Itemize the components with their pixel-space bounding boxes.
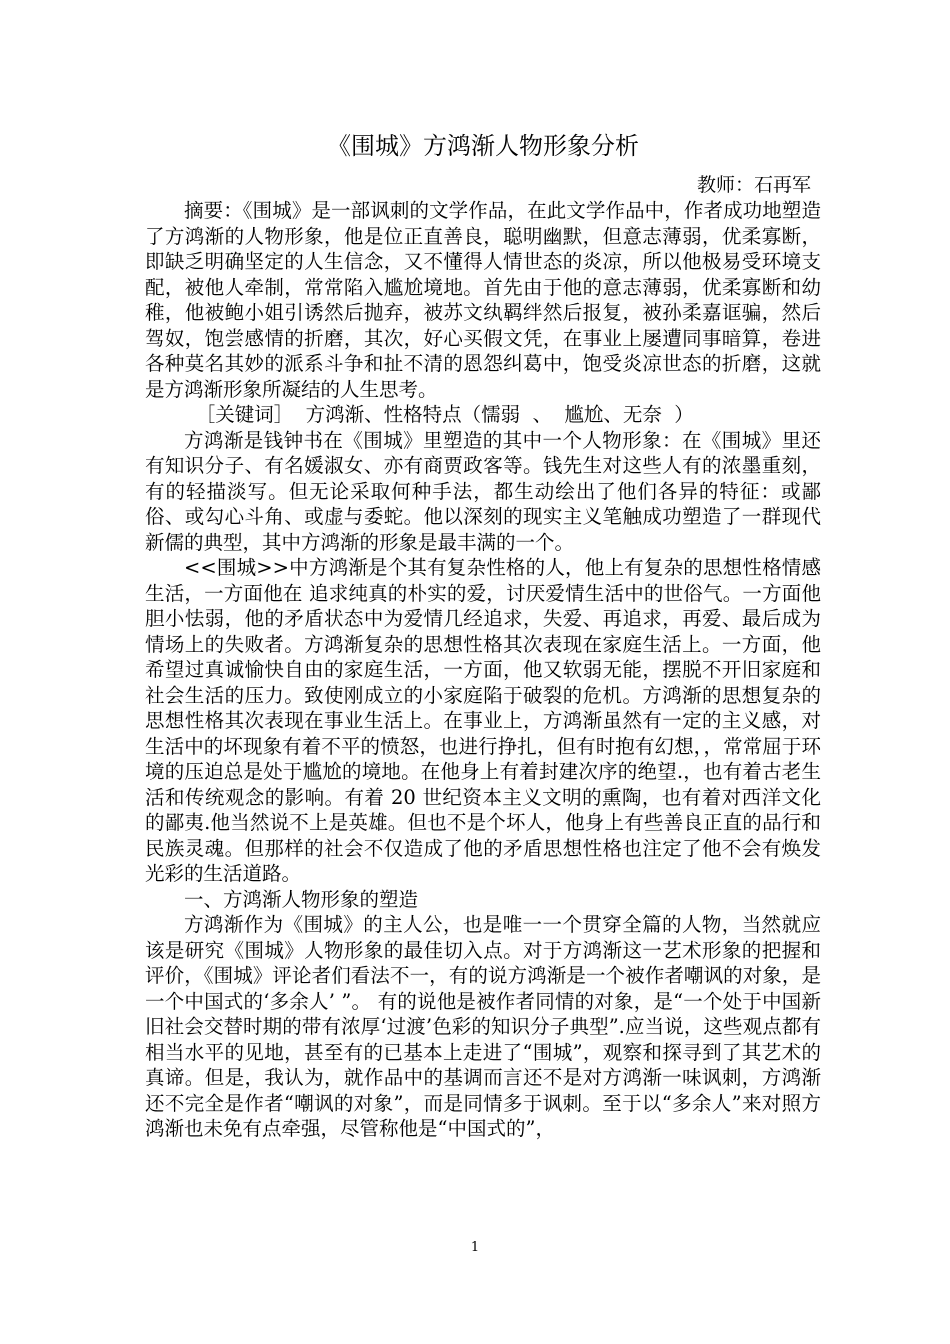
- body-paragraph-2: <<围城>>中方鸿渐是个其有复杂性格的人，他上有复杂的思想性格情感生活，一方面他在 追求纯真的朴实的爱，讨厌爱情生活中的世俗气。一方面他胆小怯弱，他的矛盾状态中为爱情几经追求，失爱、再追求，再爱、最后成为情场上的失败者。方鸿渐复杂的思想性格其次表现在家庭生活上。一方面，他希望过真诚愉快自由的家庭生活，一方面，他又软弱无能，摆脱不开旧家庭和社会生活的压力。致使刚成立的小家庭陷于破裂的危机。方鸿渐的思想复杂的思想性格其次表现在事业生活上。在事业上，方鸿渐虽然有一定的主义感，对生活中的坏现象有着不平的愤怒，也进行挣扎，但有时抱有幻想，，常常屈于环境的压迫总是处于尴尬的境地。在他身上有着封建次序的绝望.，也有着古老生活和传统观念的影响。有着 20 世纪资本主义文明的熏陶，也有着对西洋文化的鄙夷.他当然说不上是英雄。但也不是个坏人，他身上有些善良正直的品行和民族灵魂。但那样的社会不仅造成了他的矛盾思想性格也注定了他不会有焕发光彩的生活道路。: [145, 556, 821, 885]
- document-body: [145, 128, 821, 1142]
- section-heading: 一、方鸿渐人物形象的塑造: [184, 887, 419, 911]
- page-number: 1: [470, 1240, 480, 1255]
- document-title: 《围城》方鸿渐人物形象分析: [327, 132, 639, 160]
- body-paragraph-1: 方鸿渐是钱钟书在《围城》里塑造的其中一个人物形象：在《围城》里还有知识分子、有名媛淑女、亦有商贾政客等。钱先生对这些人有的浓墨重刻，有的轻描淡写。但无论采取何种手法，都生动绘出了他们各异的特征：或鄙俗、或勾心斗角、或虚与委蛇。他以深刻的现实主义笔触成功塑造了一群现代新儒的典型，其中方鸿渐的形象是最丰满的一个。: [145, 428, 821, 554]
- body-paragraph-3: 方鸿渐作为《围城》的主人公，也是唯一一个贯穿全篇的人物，当然就应该是研究《围城》人物形象的最佳切入点。对于方鸿渐这一艺术形象的把握和评价，《围城》评论者们看法不一，有的说方鸿渐是一个被作者嘲讽的对象，是一个中国式的‘多余人’ ”。 有的说他是被作者同情的对象，是“一个处于中国新旧社会交替时期的带有浓厚‘过渡’色彩的知识分子典型”.应当说，这些观点都有相当水平的见地，甚至有的已基本上走进了“围城”，观察和探寻到了其艺术的真谛。但是，我认为，就作品中的基调而言还不是对方鸿渐一味讽刺，方鸿渐还不完全是作者“嘲讽的对象”，而是同情多于讽刺。至于以“多余人”来对照方鸿渐也未免有点牵强，尽管称他是“中国式的”，: [145, 913, 821, 1140]
- abstract-paragraph: 摘要：《围城》是一部讽刺的文学作品，在此文学作品中，作者成功地塑造了方鸿渐的人物形象，他是位正直善良，聪明幽默，但意志薄弱，优柔寡断，即缺乏明确坚定的人生信念，又不懂得人情世态的炎凉，所以他极易受环境支配，被他人牵制，常常陷入尴尬境地。首先由于他的意志薄弱，优柔寡断和幼稚，他被鲍小姐引诱然后抛弃，被苏文纨羁绊然后报复，被孙柔嘉诓骗，然后驾奴，饱尝感情的折磨，其次，好心买假文凭，在事业上屡遭同事暗算，卷进各种莫名其妙的派系斗争和扯不清的恩怨纠葛中，饱受炎凉世态的折磨，这就是方鸿渐形象所凝结的人生思考。: [145, 199, 821, 401]
- keywords-line: ［关键词］ 方鸿渐、性格特点（懦弱 、 尴尬、无奈 ）: [195, 403, 694, 426]
- author-line: 教师：石再军: [696, 174, 811, 196]
